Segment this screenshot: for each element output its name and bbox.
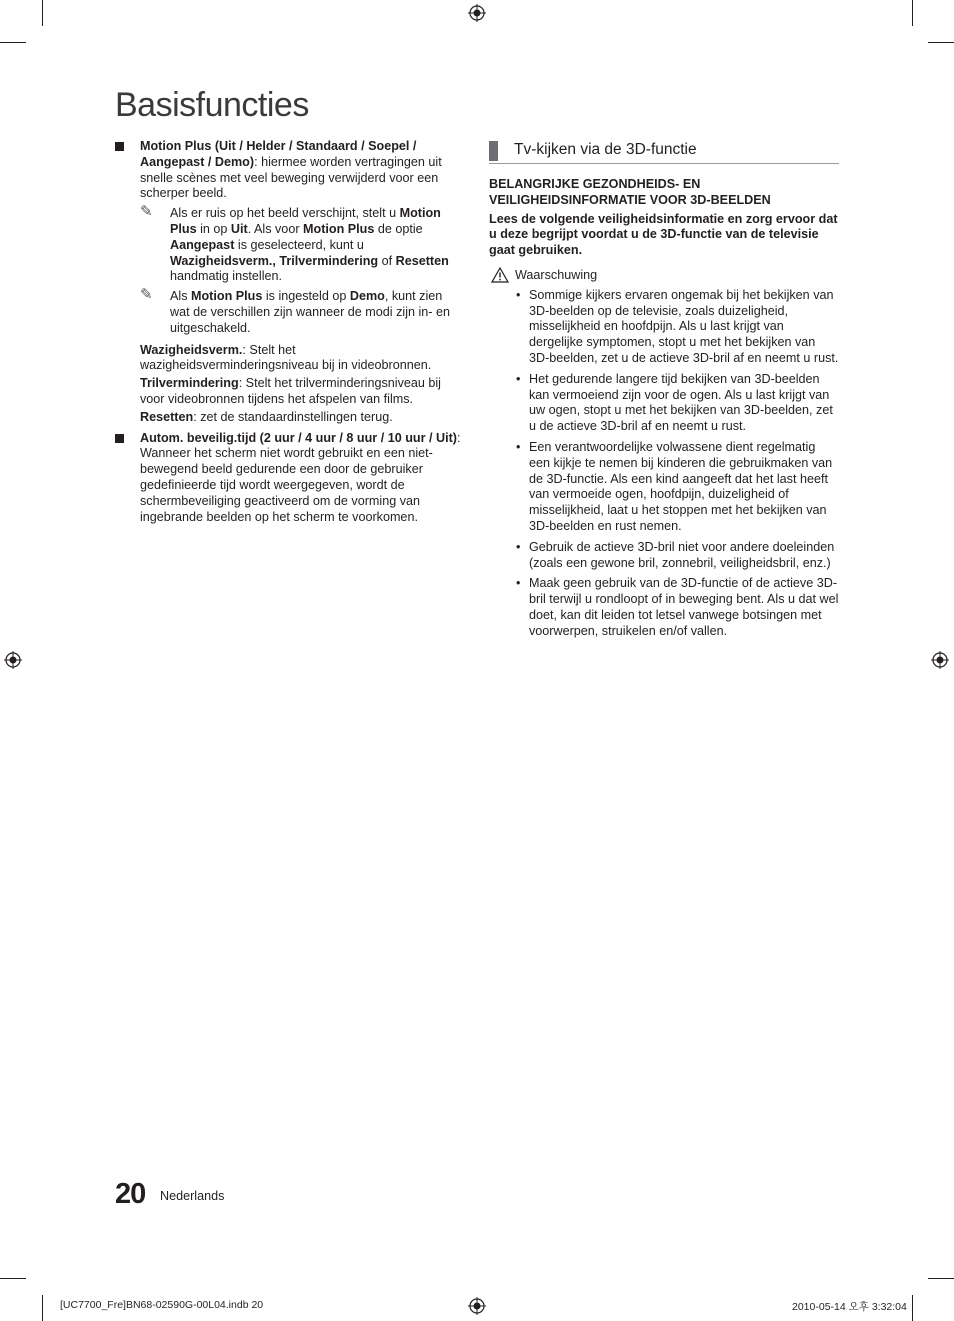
list-item [489, 576, 839, 639]
note-text: Motion Plus [303, 221, 375, 236]
intro-text: Lees de volgende veiligheidsinformatie en zorg ervoor dat u deze begrijpt voordat u de 3D-functie van de televisie gaat gebruiken. [489, 211, 838, 258]
registration-mark-icon [468, 1297, 486, 1315]
note-text: is geselecteerd, kunt u [234, 237, 364, 252]
note-text: Aangepast [170, 237, 235, 252]
crop-mark [0, 42, 26, 43]
crop-mark [42, 1295, 43, 1321]
sub-option-trilvermindering [140, 376, 463, 408]
warning-header [489, 268, 839, 284]
page-number: 20 [115, 1178, 146, 1210]
note-text: of [378, 253, 396, 268]
sub-option-text: : zet de standaardinstellingen terug. [193, 409, 393, 424]
crop-mark [42, 0, 43, 26]
print-slug-date: 2010-05-14 오후 3:32:04 [792, 1301, 907, 1313]
note [140, 203, 463, 285]
menu-option-autom-beveilig-tijd [113, 431, 463, 526]
crop-mark [912, 0, 913, 26]
note-text: Motion Plus [170, 206, 441, 236]
option-description: : Wanneer het scherm niet wordt gebruikt en een niet-bewegend beeld gedurende een door de gebruiker gedefinieerde tijd wordt weergegeven, wordt de schermbeveiliging geactiveerd om de vorming van ingebrande beelden op het scherm te voorkomen. [140, 430, 461, 524]
note-text: Motion Plus [191, 289, 263, 304]
sub-option-text: : Stelt het trilverminderingsniveau bij voor videobronnen tijdens het afspelen van films. [140, 376, 441, 406]
sub-option-label: Wazigheidsverm. [140, 342, 243, 357]
health-heading: BELANGRIJKE GEZONDHEIDS- EN VEILIGHEIDSINFORMATIE VOOR 3D-BEELDEN [489, 177, 771, 207]
list-item-text: Het gedurende langere tijd bekijken van 3D-beelden kan vermoeiend zijn voor de ogen. Als u last krijgt van uw ogen, stopt u met het bekijken van 3D-beelden, zet u de actieve 3D-bril af en neemt u rust. [529, 371, 833, 434]
list-item-text: Gebruik de actieve 3D-bril niet voor andere doeleinden (zoals een gewone bril, zonnebril, veiligheidsbril, enz.) [529, 539, 835, 570]
section-title: Tv-kijken via de 3D-functie [514, 141, 697, 158]
square-bullet-icon [115, 142, 124, 151]
note-text: de optie [374, 221, 423, 236]
list-item [489, 372, 839, 435]
crop-mark [0, 1278, 26, 1279]
note [140, 286, 463, 336]
warning-list [489, 288, 839, 640]
warning-triangle-icon [491, 267, 509, 283]
menu-option-motion-plus [113, 139, 463, 426]
list-item-text: Een verantwoordelijke volwassene dient regelmatig een kijkje te nemen bij kinderen die gebruikmaken van de 3D-functie. Als een kind aangeeft dat het last heeft van vermoeide ogen, hoofdpijn, duizeligheid of misselijkheid, laat u het stoppen met het bekijken van 3D-beelden en rust nemen. [529, 439, 833, 533]
sub-option-wazigheidsverm [140, 343, 463, 375]
bullet-dot-icon: • [516, 576, 521, 591]
registration-mark-icon [931, 651, 949, 669]
registration-mark-icon [4, 651, 22, 669]
note-text: Als [170, 289, 191, 304]
note-text: Wazigheidsverm., Trilvermindering [170, 253, 379, 268]
square-bullet-icon [115, 434, 124, 443]
sub-option-resetten [140, 410, 463, 426]
note-text: handmatig instellen. [170, 269, 283, 284]
bullet-dot-icon: • [516, 539, 521, 554]
left-column [113, 139, 463, 525]
print-slug-file: [UC7700_Fre]BN68-02590G-00L04.indb 20 [60, 1299, 264, 1311]
section-header [489, 139, 839, 164]
warning-label: Waarschuwing [515, 267, 598, 282]
list-item [489, 288, 839, 367]
list-item-text: Sommige kijkers ervaren ongemak bij het bekijken van 3D-beelden op de televisie, zoals duizeligheid, misselijkheid en hoofdpijn. Als u last krijgt van dergelijke symptomen, stopt u met het bekijken van 3D-beelden, zet u de actieve 3D-bril af en neemt u rust. [529, 287, 839, 365]
bullet-dot-icon: • [516, 439, 521, 454]
note-text: in op [196, 221, 231, 236]
sub-option-text: : Stelt het wazigheidsverminderingsniveau bij in videobronnen. [140, 342, 432, 373]
option-title: Autom. beveilig.tijd (2 uur / 4 uur / 8 uur / 10 uur / Uit) [140, 430, 457, 445]
sub-option-label: Trilvermindering [140, 376, 239, 391]
crop-mark [928, 42, 954, 43]
page-language: Nederlands [160, 1189, 225, 1203]
bullet-dot-icon: • [516, 287, 521, 302]
note-text: Uit [230, 221, 248, 236]
pencil-note-icon: ✎ [140, 286, 153, 304]
note-text: Resetten [395, 253, 449, 268]
page-title: Basisfuncties [115, 86, 309, 124]
note-text: , kunt zien wat de verschillen zijn wanneer de modi zijn in- en uitgeschakeld. [170, 289, 451, 335]
option-title: Motion Plus (Uit / Helder / Standaard / Soepel / Aangepast / Demo) [140, 139, 417, 169]
registration-mark-icon [468, 4, 486, 22]
note-text: Demo [349, 289, 385, 304]
note-text: . Als voor [247, 221, 304, 236]
right-column [489, 139, 839, 645]
pencil-note-icon: ✎ [140, 203, 153, 221]
list-item-text: Maak geen gebruik van de 3D-functie of de actieve 3D-bril terwijl u rondloopt of in beweging bent. Als u dat wel doet, kan dit leiden tot letsel vanwege botsingen met voorwerpen, struikelen en/of vallen. [529, 576, 839, 638]
crop-mark [912, 1295, 913, 1321]
bullet-dot-icon: • [516, 371, 521, 386]
list-item [489, 540, 839, 572]
option-description: : hiermee worden vertragingen uit snelle scènes met veel beweging verwijderd voor een scherper beeld. [140, 154, 442, 201]
section-bar-icon [489, 141, 498, 161]
crop-mark [928, 1278, 954, 1279]
note-text: is ingesteld op [262, 289, 350, 304]
note-text: Als er ruis op het beeld verschijnt, stelt u [170, 206, 400, 221]
sub-option-label: Resetten [140, 409, 194, 424]
list-item [489, 440, 839, 535]
